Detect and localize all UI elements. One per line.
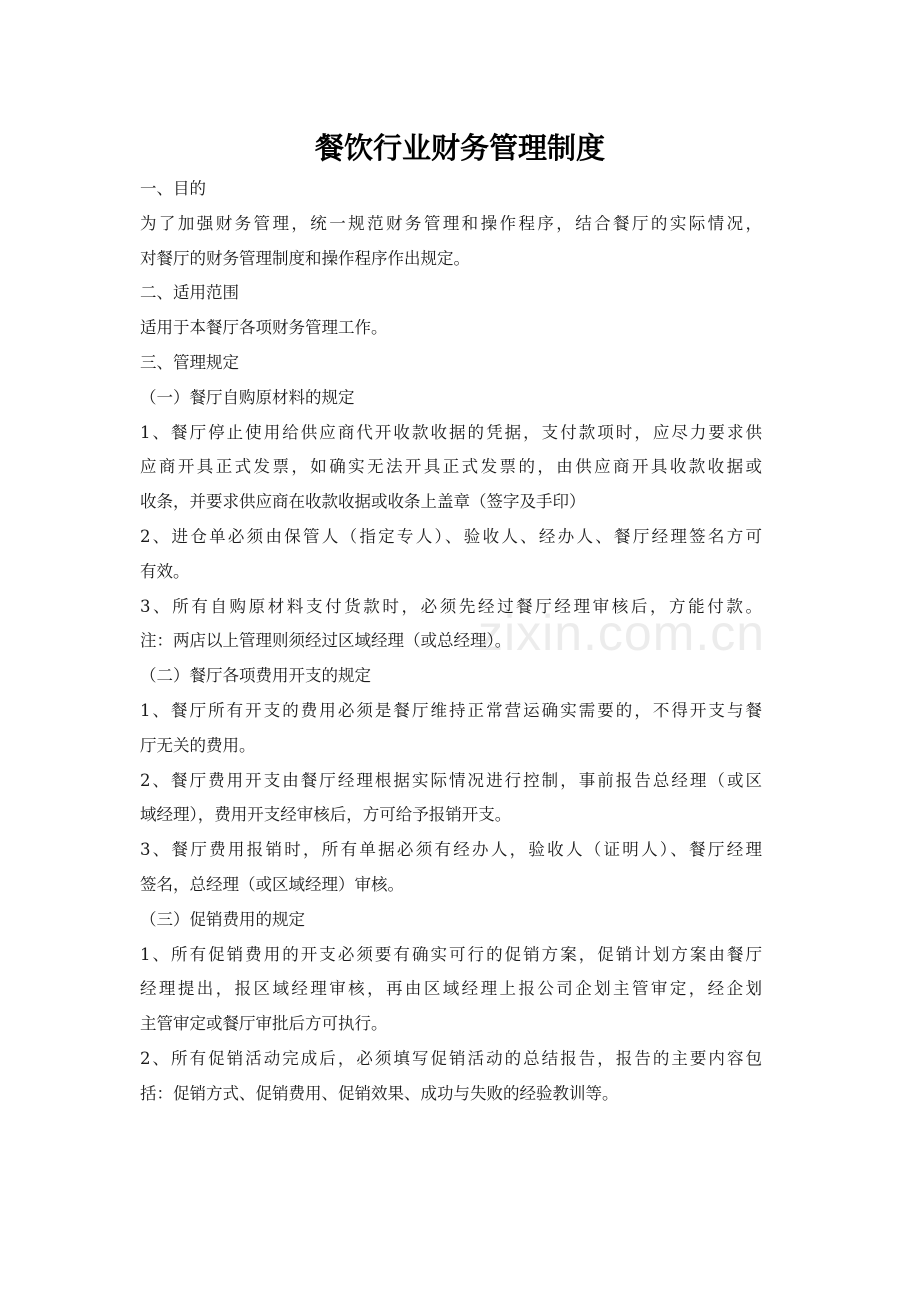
- document-line: 应商开具正式发票，如确实无法开具正式发票的，由供应商开具收款收据或: [140, 457, 762, 477]
- document-line: 括：促销方式、促销费用、促销效果、成功与失败的经验教训等。: [140, 1083, 619, 1103]
- document-line: （三）促销费用的规定: [140, 909, 305, 929]
- watermark: zixin.com.cn: [478, 605, 766, 661]
- document-line: 3、所有自购原材料支付货款时，必须先经过餐厅经理审核后，方能付款。: [140, 596, 762, 616]
- document-line: 一、目的: [140, 179, 206, 198]
- document-line: （一）餐厅自购原材料的规定: [140, 387, 355, 407]
- document-line: 3、餐厅费用报销时，所有单据必须有经办人，验收人（证明人）、餐厅经理: [140, 840, 762, 860]
- document-line: 1、餐厅停止使用给供应商代开收款收据的凭据，支付款项时，应尽力要求供: [140, 422, 762, 442]
- document-line: 为了加强财务管理，统一规范财务管理和操作程序，结合餐厅的实际情况，: [140, 213, 762, 233]
- document-title: 餐饮行业财务管理制度: [314, 131, 605, 165]
- document-line: 2、所有促销活动完成后，必须填写促销活动的总结报告，报告的主要内容包: [140, 1048, 762, 1068]
- document-line: 2、进仓单必须由保管人（指定专人）、验收人、经办人、餐厅经理签名方可: [140, 526, 762, 546]
- document-line: 适用于本餐厅各项财务管理工作。: [140, 318, 388, 338]
- document-line: 主管审定或餐厅审批后方可执行。: [140, 1014, 388, 1034]
- document-line: 签名，总经理（或区域经理）审核。: [140, 874, 404, 894]
- document-line: 1、餐厅所有开支的费用必须是餐厅维持正常营运确实需要的，不得开支与餐: [140, 700, 762, 720]
- document-line: 有效。: [140, 561, 190, 581]
- document-line: 2、餐厅费用开支由餐厅经理根据实际情况进行控制，事前报告总经理（或区: [140, 770, 762, 790]
- document-line: 注：两店以上管理则须经过区域经理（或总经理）。: [140, 631, 512, 651]
- document-line: 1、所有促销费用的开支必须要有确实可行的促销方案，促销计划方案由餐厅: [140, 944, 762, 964]
- document-line: 二、适用范围: [140, 283, 239, 303]
- document-line: 经理提出，报区域经理审核，再由区域经理上报公司企划主管审定，经企划: [140, 979, 762, 999]
- document-line: 三、管理规定: [140, 352, 239, 372]
- document-body: [140, 172, 762, 1112]
- document-line: （二）餐厅各项费用开支的规定: [140, 666, 371, 686]
- document-line: 收条，并要求供应商在收款收据或收条上盖章（签字及手印）: [140, 492, 586, 512]
- document-line: 厅无关的费用。: [140, 735, 256, 755]
- document-line: 对餐厅的财务管理制度和操作程序作出规定。: [140, 248, 470, 268]
- document-line: 域经理），费用开支经审核后，方可给予报销开支。: [140, 805, 512, 825]
